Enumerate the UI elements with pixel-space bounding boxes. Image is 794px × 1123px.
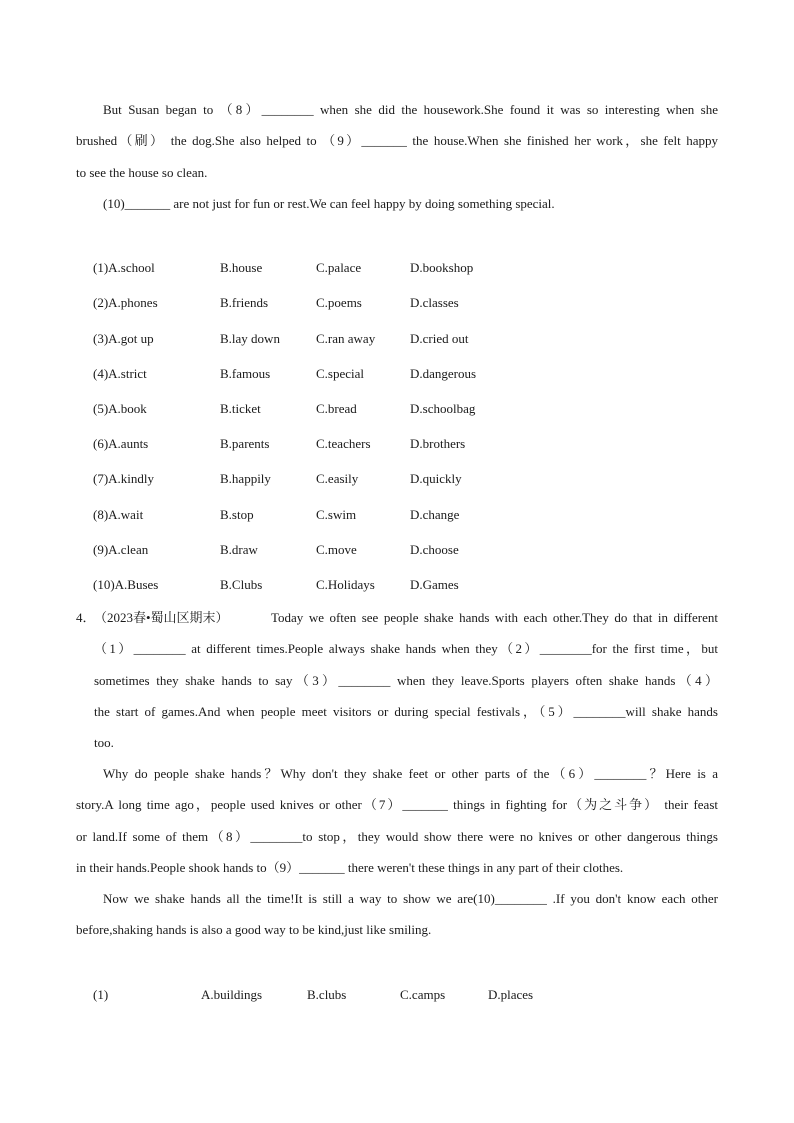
option-d[interactable]: D.dangerous <box>410 366 477 381</box>
option-c[interactable]: C.bread <box>316 401 357 416</box>
option-a[interactable]: (7)A.kindly <box>93 471 155 486</box>
passage-line: But Susan began to （8）________ when she did the housework.She found it was so interesting when she <box>103 102 718 117</box>
option-a[interactable]: (6)A.aunts <box>93 436 149 451</box>
passage-line: brushed（刷） the dog.She also helped to （9）_______ the house.When she finished her work，she felt happy <box>76 133 718 148</box>
option-a[interactable]: (5)A.book <box>93 401 147 416</box>
passage-line: the start of games.And when people meet visitors or during special festivals，（5）________will shake hands <box>94 704 718 719</box>
option-d[interactable]: D.classes <box>410 295 459 310</box>
option-d[interactable]: D.cried out <box>410 331 469 346</box>
option-b[interactable]: B.stop <box>220 507 254 522</box>
option-a[interactable]: (2)A.phones <box>93 295 158 310</box>
passage-line: to see the house so clean. <box>76 165 208 180</box>
passage-line: or land.If some of them（8）________to stop，they would show there were no knives or other dangerous things <box>76 829 718 844</box>
option-c[interactable]: C.special <box>316 366 365 381</box>
option-d[interactable]: D.change <box>410 507 460 522</box>
option-c[interactable]: C.teachers <box>316 436 371 451</box>
option-b[interactable]: B.house <box>220 260 263 275</box>
option-a[interactable]: (8)A.wait <box>93 507 144 522</box>
option-b[interactable]: B.parents <box>220 436 270 451</box>
passage-line: （1）________ at different times.People always shake hands when they（2）________for the first time，but <box>94 641 718 656</box>
option-c[interactable]: C.ran away <box>316 331 376 346</box>
option-b[interactable]: B.happily <box>220 471 271 486</box>
passage-line: in their hands.People shook hands to（9）_______ there weren't these things in any part of their clothes. <box>76 860 624 875</box>
passage-line: Now we shake hands all the time!It is still a way to show we are(10)________ .If you don't know each other <box>103 891 718 906</box>
option-a[interactable]: A.buildings <box>201 987 263 1002</box>
question-number: 4． <box>76 610 96 625</box>
option-b[interactable]: B.famous <box>220 366 271 381</box>
option-d[interactable]: D.brothers <box>410 436 466 451</box>
option-b[interactable]: B.lay down <box>220 331 280 346</box>
option-d[interactable]: D.quickly <box>410 471 462 486</box>
option-a[interactable]: (3)A.got up <box>93 331 154 346</box>
option-a[interactable]: (9)A.clean <box>93 542 149 557</box>
option-number: (1) <box>93 987 109 1002</box>
option-c[interactable]: C.camps <box>400 987 446 1002</box>
question-source: （2023春•蜀山区期末） <box>94 610 229 625</box>
option-a[interactable]: (4)A.strict <box>93 366 147 381</box>
option-d[interactable]: D.places <box>488 987 534 1002</box>
option-c[interactable]: C.swim <box>316 507 357 522</box>
passage-line: Why do people shake hands？Why don't they shake feet or other parts of the（6）________？Here is a <box>103 766 718 781</box>
option-b[interactable]: B.Clubs <box>220 577 263 592</box>
option-c[interactable]: C.Holidays <box>316 577 375 592</box>
option-c[interactable]: C.easily <box>316 471 359 486</box>
option-a[interactable]: (10)A.Buses <box>93 577 159 592</box>
option-d[interactable]: D.bookshop <box>410 260 474 275</box>
passage-line: too. <box>94 735 114 750</box>
option-b[interactable]: B.friends <box>220 295 269 310</box>
option-c[interactable]: C.move <box>316 542 357 557</box>
option-b[interactable]: B.draw <box>220 542 258 557</box>
option-b[interactable]: B.clubs <box>307 987 347 1002</box>
passage-line: before,shaking hands is also a good way to be kind,just like smiling. <box>76 922 432 937</box>
option-b[interactable]: B.ticket <box>220 401 261 416</box>
option-c[interactable]: C.poems <box>316 295 362 310</box>
passage-line: sometimes they shake hands to say（3）________ when they leave.Sports players often shake hands（4） <box>94 673 718 688</box>
option-d[interactable]: D.Games <box>410 577 459 592</box>
passage-line: (10)_______ are not just for fun or rest.We can feel happy by doing something special. <box>103 196 555 211</box>
passage-line: story.A long time ago，people used knives or other（7）_______ things in fighting for（为之斗争） their feast <box>76 797 718 812</box>
option-d[interactable]: D.schoolbag <box>410 401 476 416</box>
option-a[interactable]: (1)A.school <box>93 260 155 275</box>
option-d[interactable]: D.choose <box>410 542 459 557</box>
option-c[interactable]: C.palace <box>316 260 362 275</box>
passage-line: Today we often see people shake hands with each other.They do that in different <box>271 610 718 625</box>
